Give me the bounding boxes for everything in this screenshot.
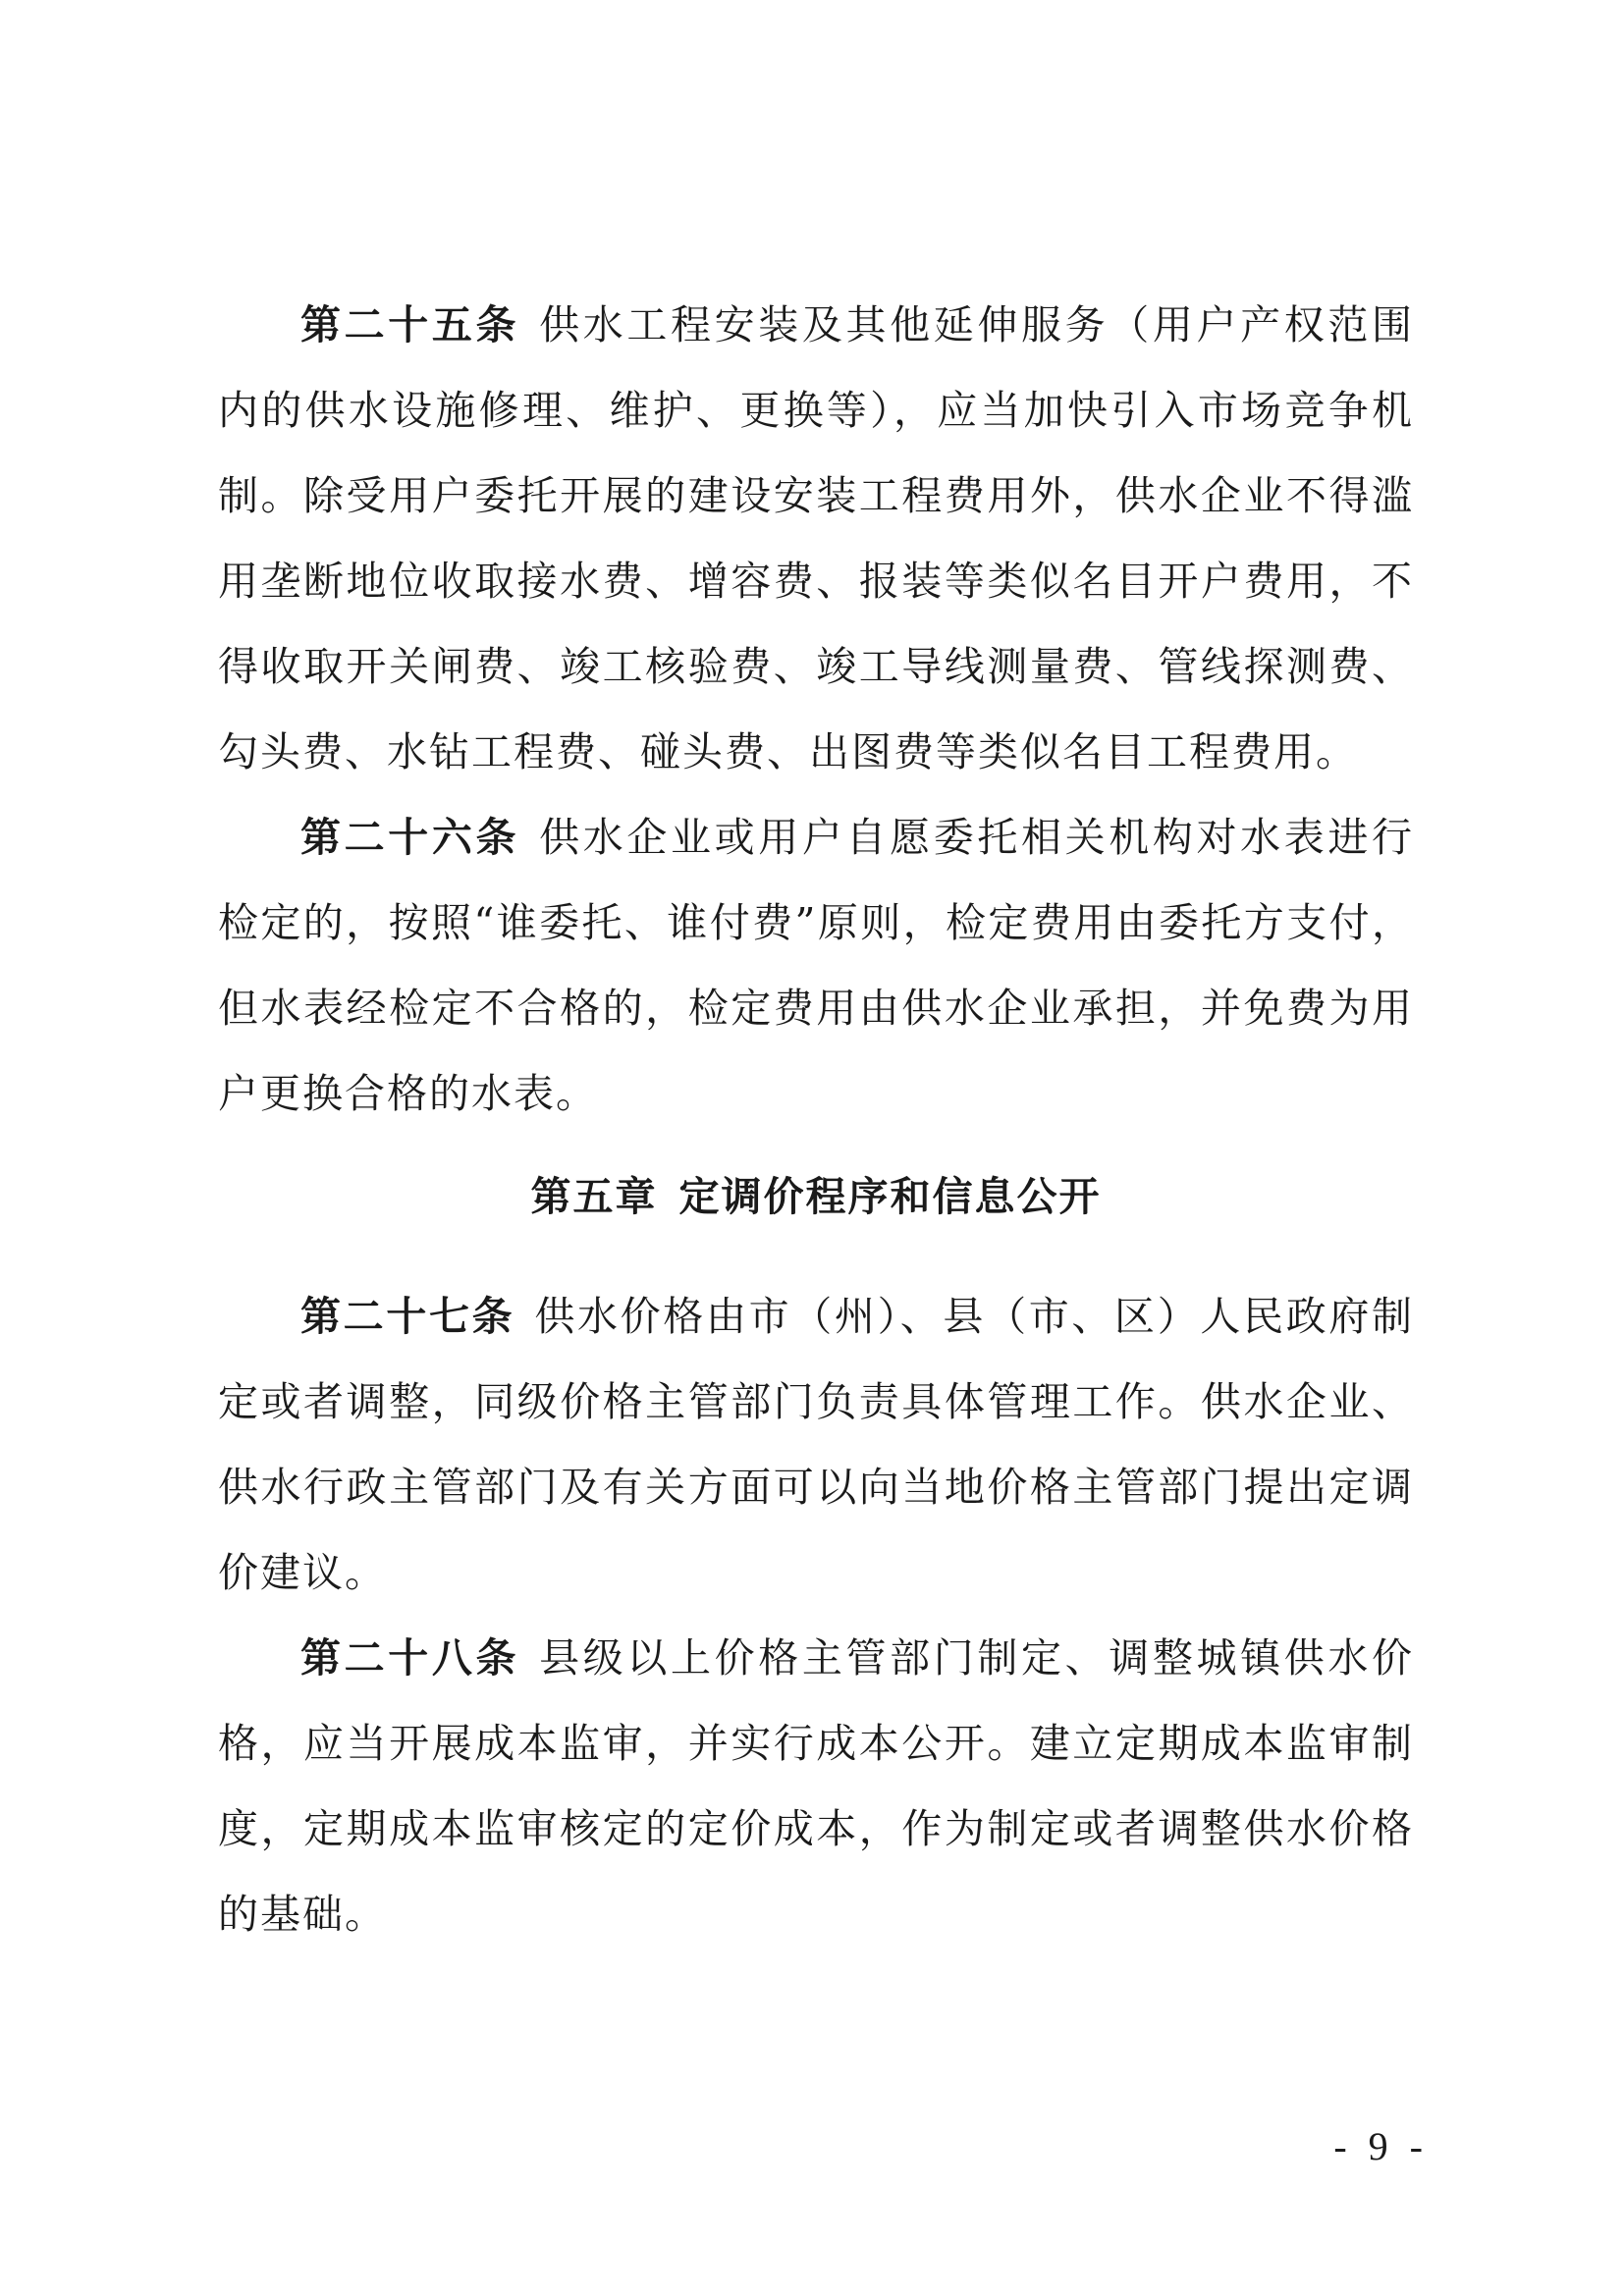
article-25 [218,283,1414,795]
article-28 [218,1616,1414,1957]
article-text: 供水价格由市（州）、县（市、区）人民政府制定或者调整，同级价格主管部门负责具体管理工作。供水企业、供水行政主管部门及有关方面可以向当地价格主管部门提出定调价建议。 [218,1293,1415,1596]
article-number: 第二十五条 [300,301,520,348]
chapter-number: 第五章 [530,1173,658,1220]
article-text: 县级以上价格主管部门制定、调整城镇供水价格，应当开展成本监审，并实行成本公开。建立定期成本监审制度，定期成本监审核定的定价成本，作为制定或者调整供水价格的基础。 [218,1634,1414,1938]
article-number: 第二十六条 [300,814,520,861]
article-text: 供水工程安装及其他延伸服务（用户产权范围内的供水设施修理、维护、更换等），应当加快引入市场竞争机制。除受用户委托开展的建设安装工程费用外，供水企业不得滥用垄断地位收取接水费、增容费、报装等类似名目开户费用，不得收取开关闸费、竣工核验费、竣工导线测量费、管线探测费、勾头费、水钻工程费、碰头费、出图费等类似名目工程费用。 [218,301,1414,775]
article-number: 第二十七条 [300,1293,515,1340]
page-number: - 9 - [1333,2124,1429,2168]
chapter-heading [218,1137,1414,1274]
article-text: 供水企业或用户自愿委托相关机构对水表进行检定的，按照“谁委托、谁付费”原则，检定费用由委托方支付，但水表经检定不合格的，检定费用由供水企业承担，并免费为用户更换合格的水表。 [218,814,1414,1117]
document-body [218,283,1414,1957]
article-26 [218,795,1414,1137]
chapter-title: 定调价程序和信息公开 [678,1173,1102,1220]
article-number: 第二十八条 [300,1634,520,1682]
article-27 [218,1274,1414,1616]
